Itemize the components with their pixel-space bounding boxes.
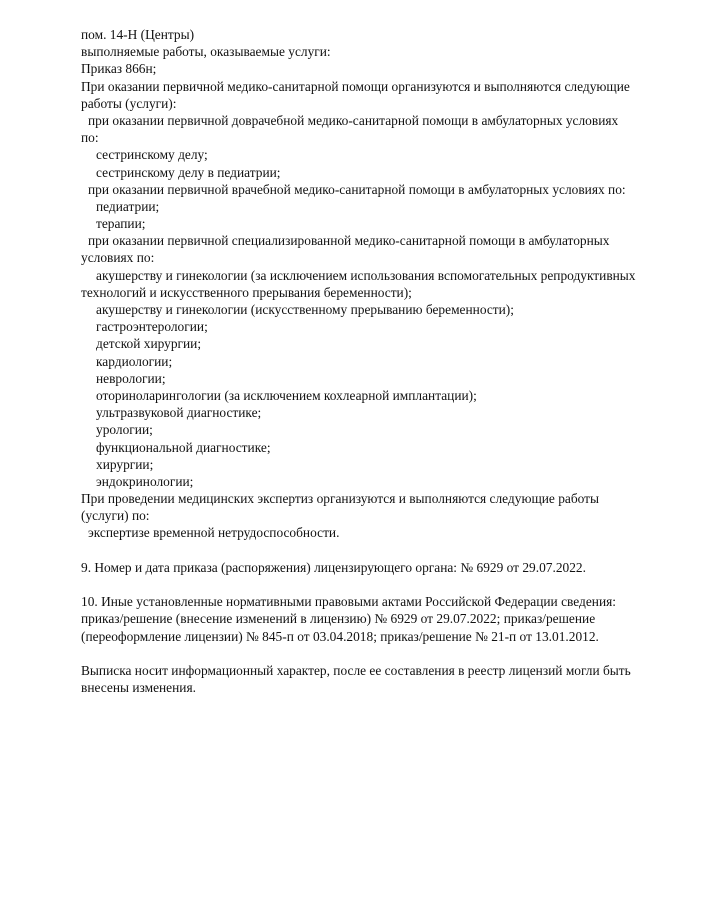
list-item: оториноларингологии (за исключением кохлеарной имплантации); [96,387,477,403]
list-item: акушерству и гинекологии (искусственному прерыванию беременности); [96,302,514,317]
blank-line [81,645,681,662]
text-line: по: [81,130,99,146]
note-paragraph: внесены изменения. [81,680,196,696]
item-10-paragraph: (переоформление лицензии) № 845-п от 03.04.2018; приказ/решение № 21-п от 13.01.2012. [81,628,599,644]
text-line: При оказании первичной медико-санитарной помощи организуются и выполняются следующие [81,78,630,94]
text-line: технологий и искусственного прерывания беременности); [81,284,412,300]
list-item: эндокринологии; [96,473,194,489]
text-line: выполняемые работы, оказываемые услуги: [81,44,331,60]
list-item: акушерству и гинекологии (за исключением использования вспомогательных репродуктивных [96,267,636,283]
note-paragraph: Выписка носит информационный характер, после ее составления в реестр лицензий могли быть [81,662,631,678]
list-item: урологии; [96,422,153,438]
blank-line [81,576,681,593]
text-line: условиях по: [81,250,155,266]
list-item: ультразвуковой диагностике; [96,405,262,421]
text-line: при оказании первичной врачебной медико-санитарной помощи в амбулаторных условиях по: [88,181,626,197]
item-10-paragraph: приказ/решение (внесение изменений в лицензию) № 6929 от 29.07.2022; приказ/решение [81,611,596,627]
text-line: работы (услуги): [81,95,177,111]
text-line: при оказании первичной специализированной медико-санитарной помощи в амбулаторных [88,233,610,249]
list-item: терапии; [96,216,146,232]
document-page [81,26,681,696]
text-line: (услуги) по: [81,508,150,524]
item-10-paragraph: 10. Иные установленные нормативными правовыми актами Российской Федерации сведения: [81,594,616,610]
list-item: функциональной диагностике; [96,439,271,455]
list-item: неврологии; [96,370,166,386]
list-item: сестринскому делу; [96,147,208,163]
list-item: детской хирургии; [96,336,202,352]
list-item: кардиологии; [96,353,173,369]
list-item: педиатрии; [96,198,160,214]
list-item: гастроэнтерологии; [96,319,208,335]
text-line: Приказ 866н; [81,61,157,77]
blank-line [81,542,681,559]
item-9-paragraph: 9. Номер и дата приказа (распоряжения) лицензирующего органа: № 6929 от 29.07.2022. [81,559,586,575]
text-line: при оказании первичной доврачебной медико-санитарной помощи в амбулаторных условиях [88,112,619,128]
text-line: пом. 14-Н (Центры) [81,27,195,42]
list-item: хирургии; [96,456,154,472]
text-line: При проведении медицинских экспертиз организуются и выполняются следующие работы [81,491,600,507]
list-item: экспертизе временной нетрудоспособности. [88,525,340,541]
list-item: сестринскому делу в педиатрии; [96,164,281,180]
